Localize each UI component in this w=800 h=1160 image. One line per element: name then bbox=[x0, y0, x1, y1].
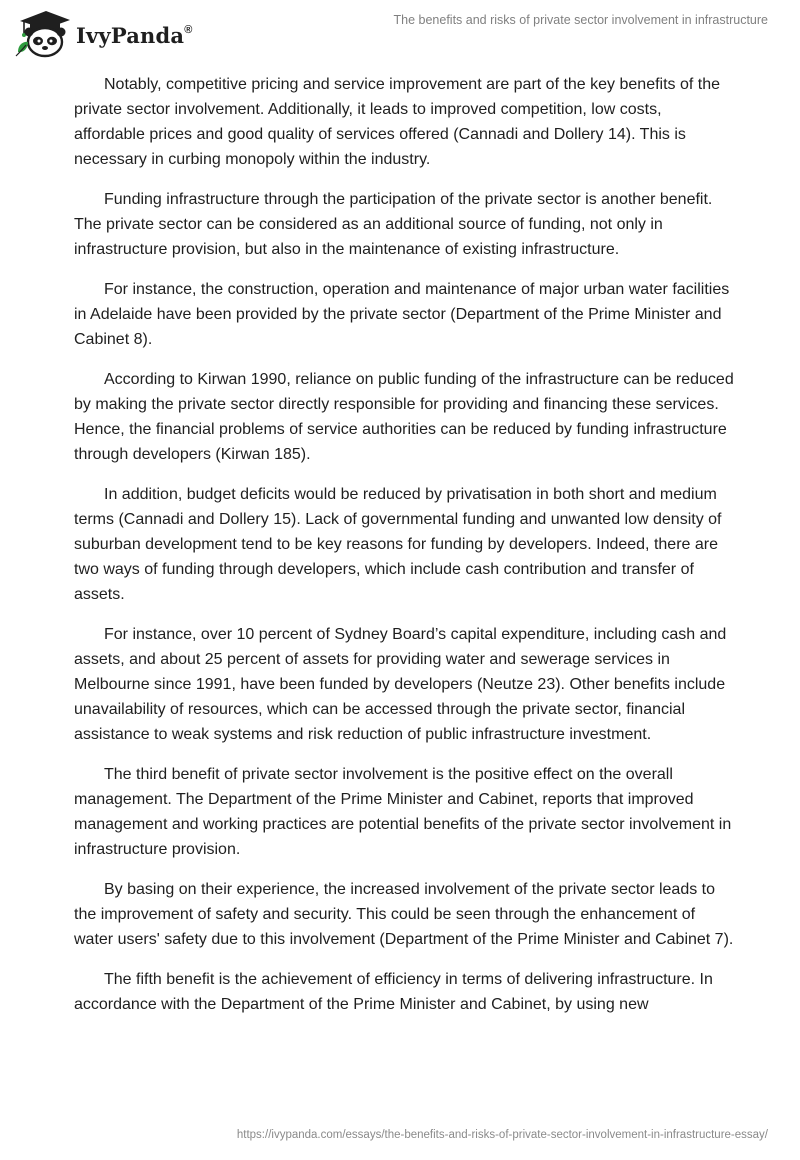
brand-name-text: IvyPanda bbox=[76, 22, 185, 48]
paragraph: Notably, competitive pricing and service improvement are part of the key benefits of the private sector involvement. Additionally, it leads to improved competition, low costs, affordable prices and good quality of services offered (Cannadi and Dollery 14). This is necessary in curbing monopoly within the industry. bbox=[74, 76, 721, 168]
paragraph: For instance, the construction, operation and maintenance of major urban water facilities in Adelaide have been provided by the private sector (Department of the Prime Minister and Cabinet 8). bbox=[74, 281, 730, 348]
registered-mark: ® bbox=[184, 23, 193, 36]
paragraph: For instance, over 10 percent of Sydney Board’s capital expenditure, including cash and assets, and about 25 percent of assets for providing water and sewerage services in Melbourne since 1991, have been funded by developers (Neutze 23). Other benefits include unavailability of resources, which can be accessed through the private sector, financial assistance to weak systems and risk reduction of public infrastructure investment. bbox=[74, 626, 727, 743]
panda-graduate-logo-icon bbox=[12, 8, 72, 58]
page-header bbox=[0, 0, 800, 70]
paragraph: Funding infrastructure through the participation of the private sector is another benefit. The private sector can be considered as an additional source of funding, not only in infrastructure provision, but also in the maintenance of existing infrastructure. bbox=[74, 191, 713, 258]
essay-body bbox=[74, 72, 734, 1032]
source-url[interactable]: https://ivypanda.com/essays/the-benefits-and-risks-of-private-sector-involvement-in-infrastructure-essay/ bbox=[236, 1129, 768, 1141]
paragraph: According to Kirwan 1990, reliance on public funding of the infrastructure can be reduced by making the private sector directly responsible for providing and financing these services. Hence, the financial problems of service authorities can be reduced by funding infrastructure through developers (Kirwan 185). bbox=[74, 371, 734, 463]
document-title: The benefits and risks of private sector involvement in infrastructure bbox=[393, 13, 768, 27]
paragraph: The third benefit of private sector involvement is the positive effect on the overall management. The Department of the Prime Minister and Cabinet, reports that improved management and working practices are potential benefits of the private sector involvement in infrastructure provision. bbox=[74, 766, 732, 858]
brand-name bbox=[76, 23, 193, 48]
paragraph: In addition, budget deficits would be reduced by privatisation in both short and medium terms (Cannadi and Dollery 15). Lack of governmental funding and unwanted low density of suburban development tend to be key reasons for funding by developers. Indeed, there are two ways of funding through developers, which include cash contribution and transfer of assets. bbox=[74, 486, 722, 603]
paragraph: By basing on their experience, the increased involvement of the private sector leads to the improvement of safety and security. This could be seen through the enhancement of water users' safety due to this involvement (Department of the Prime Minister and Cabinet 7). bbox=[74, 881, 734, 948]
paragraph: The fifth benefit is the achievement of efficiency in terms of delivering infrastructure. In accordance with the Department of the Prime Minister and Cabinet, by using new bbox=[74, 971, 713, 1013]
ivypanda-logo[interactable] bbox=[12, 8, 193, 58]
